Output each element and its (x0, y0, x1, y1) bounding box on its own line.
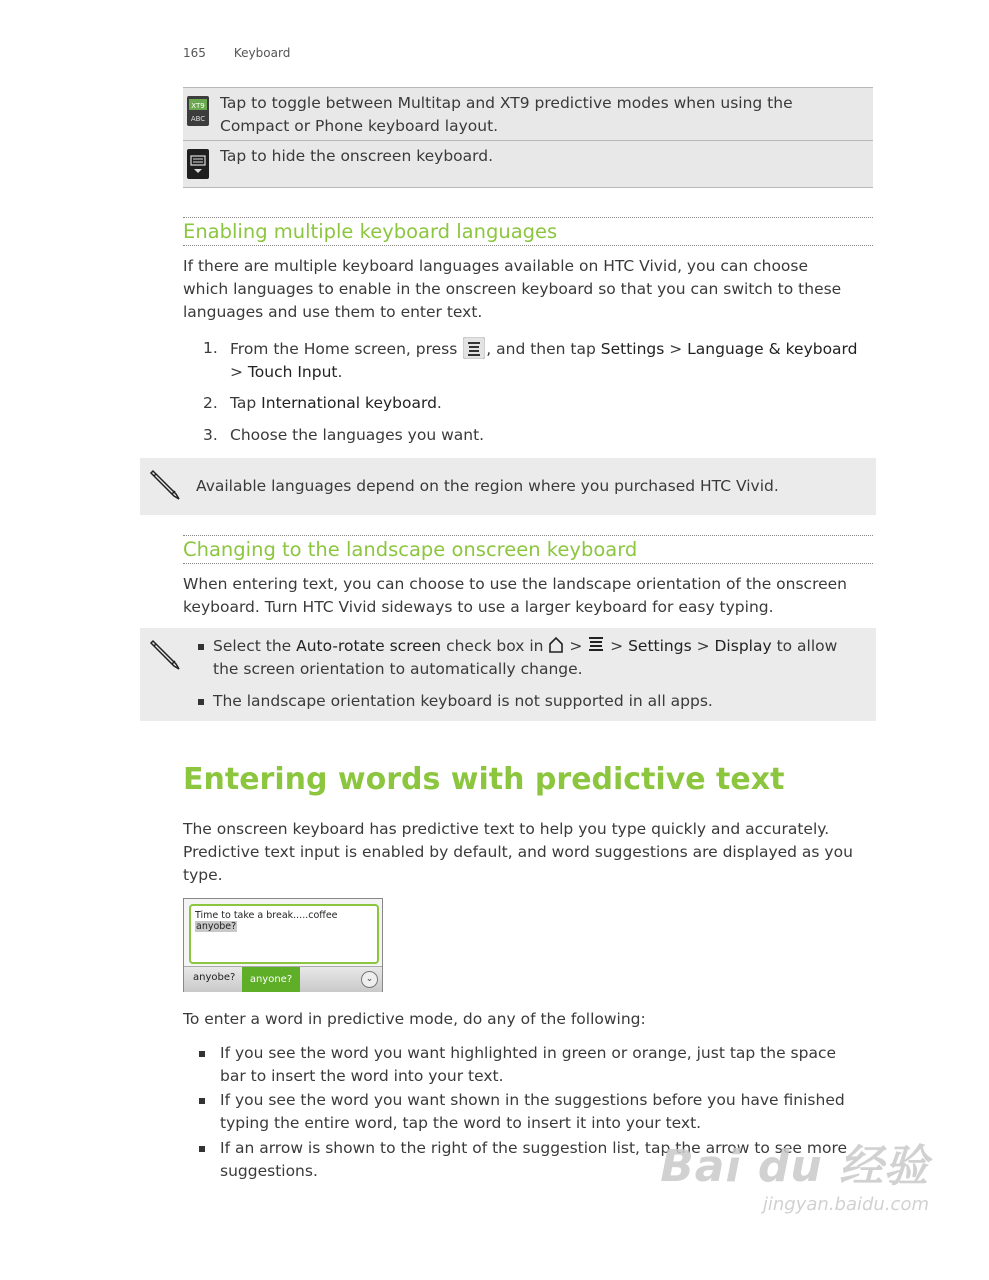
header-section: Keyboard (233, 46, 291, 60)
hide-keyboard-icon (187, 149, 209, 179)
icon-row-text (220, 92, 823, 138)
section3-intro (183, 818, 873, 887)
suggestion-word: anyobe? (193, 972, 236, 983)
typed-text: Time to take a break.....coffee anyobe? (195, 910, 338, 932)
xt9-abc-icon (187, 96, 209, 126)
section1-intro (183, 255, 873, 324)
baidu-watermark (660, 1130, 929, 1215)
step-number: 3. (203, 426, 218, 444)
bullet-square (198, 699, 204, 705)
note-text: Available languages depend on the region where you purchased HTC Vivid. (196, 477, 779, 495)
step-number: 1. (203, 339, 218, 357)
watermark-logo-text: Bai du 经验 (660, 1141, 929, 1192)
icon-row-line: Tap to hide the onscreen keyboard. (220, 147, 494, 165)
icon-row-line: Tap to toggle between Multitap and XT9 predictive modes when using the (220, 94, 793, 112)
icon-row-line: Compact or Phone keyboard layout. (220, 117, 499, 135)
note-bullet: Select the Auto-rotate screen check box in > > Settings > Display to allow the screen orientation to automatically change. (213, 637, 838, 678)
menu-icon (587, 636, 605, 654)
icon-row-hide-keyboard (183, 141, 873, 188)
bullet-item: If you see the word you want highlighted in green or orange, just tap the space bar to insert the word into your text. (220, 1044, 837, 1085)
pencil-icon (148, 638, 182, 672)
para-line: which languages to enable in the onscreen keyboard so that you can switch to these (183, 280, 842, 298)
section2-intro (183, 573, 873, 619)
highlighted-word: anyobe? (196, 921, 237, 932)
section-heading-keyboard-languages: Enabling multiple keyboard languages (183, 217, 873, 246)
para-line: keyboard. Turn HTC Vivid sideways to use a larger keyboard for easy typing. (183, 598, 774, 616)
predictive-text-screenshot (183, 898, 383, 992)
para-line: The onscreen keyboard has predictive text to help you type quickly and accurately. (183, 820, 830, 838)
bullet-square (198, 644, 204, 650)
menu-icon (463, 337, 485, 359)
bullet-square (199, 1098, 205, 1104)
predictive-lead: To enter a word in predictive mode, do any of the following: (183, 1010, 646, 1028)
para-line: Predictive text input is enabled by default, and word suggestions are displayed as you (183, 843, 853, 861)
para-line: languages and use them to enter text. (183, 303, 483, 321)
icon-row-text (220, 145, 823, 168)
abc-badge-text: ABC (190, 115, 206, 123)
pencil-icon (148, 468, 182, 502)
step-text: Tap International keyboard. (230, 394, 442, 412)
bullet-square (199, 1051, 205, 1057)
step-text: Choose the languages you want. (230, 426, 485, 444)
para-line: When entering text, you can choose to use the landscape orientation of the onscreen (183, 575, 848, 593)
xt9-badge-text: XT9 (191, 102, 205, 110)
watermark-url: jingyan.baidu.com (762, 1194, 929, 1215)
step-number: 2. (203, 394, 218, 412)
section-heading-landscape-keyboard: Changing to the landscape onscreen keyboard (183, 535, 873, 564)
note-box-bullets (140, 628, 876, 721)
suggestion-word-selected: anyone? (242, 967, 300, 992)
icon-row-xt9 (183, 88, 873, 141)
icon-table (183, 87, 873, 188)
page-title: Entering words with predictive text (183, 762, 785, 797)
page-number: 165 (183, 46, 206, 60)
note-box (140, 458, 876, 515)
text-field (189, 904, 379, 964)
para-line: type. (183, 866, 223, 884)
home-icon (548, 636, 564, 654)
bullet-square (199, 1146, 205, 1152)
step-text: From the Home screen, press , and then tap Settings > Language & keyboard > Touch Input. (230, 337, 875, 384)
bullet-item: If an arrow is shown to the right of the suggestion list, tap the arrow to see more suggestions. (220, 1139, 848, 1180)
note-bullet: The landscape orientation keyboard is not supported in all apps. (213, 692, 713, 710)
more-suggestions-arrow-icon: ⌄ (361, 971, 378, 988)
suggestion-bar (184, 966, 382, 992)
bullet-item: If you see the word you want shown in the suggestions before you have finished typing the entire word, tap the word to insert it into your text. (220, 1091, 845, 1132)
running-header (183, 46, 290, 60)
para-line: If there are multiple keyboard languages available on HTC Vivid, you can choose (183, 257, 809, 275)
